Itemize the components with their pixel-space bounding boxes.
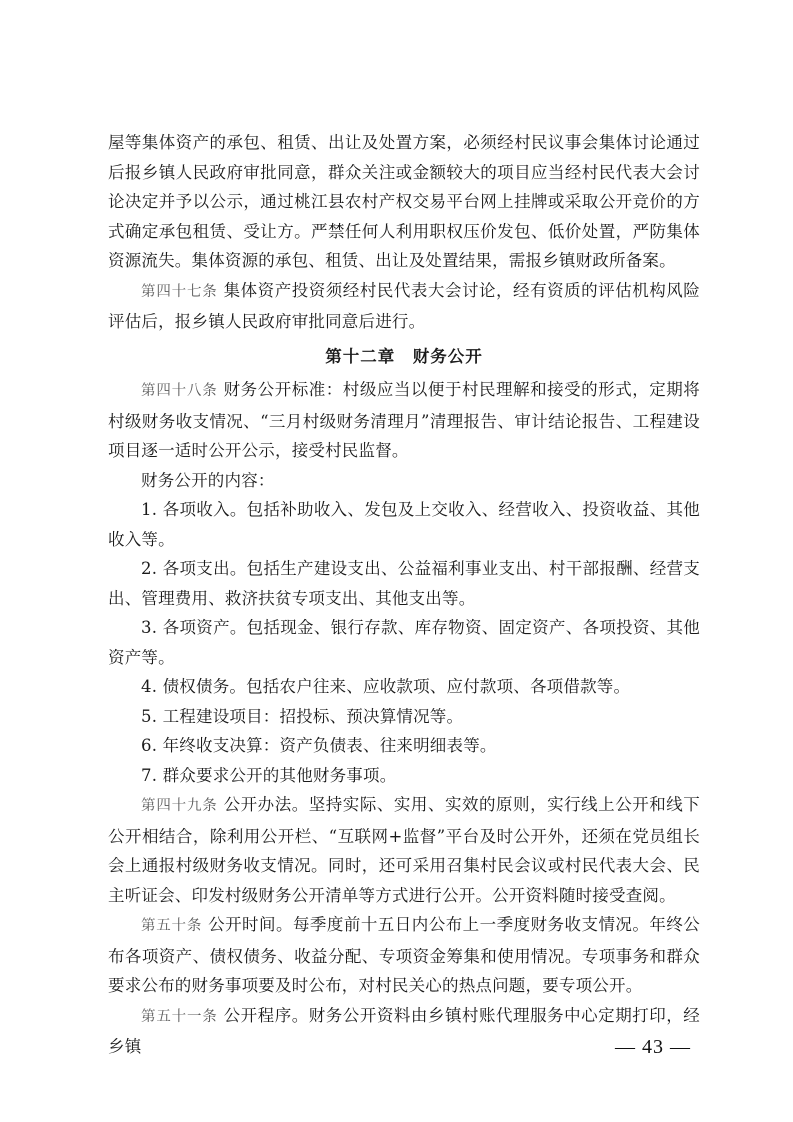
article-48 <box>108 375 700 466</box>
article-51 <box>108 1001 700 1062</box>
article-text: 公开时间。每季度前十五日内公布上一季度财务收支情况。年终公布各项资产、债权债务、收益分配、专项资金筹集和使用情况。专项事务和群众要求公布的财务事项要及时公布，对村民关心的热点问题，要专项公开。 <box>108 915 700 995</box>
article-text: 公开办法。坚持实际、实用、实效的原则，实行线上公开和线下公开相结合，除利用公开栏、“互联网+监督”平台及时公开外，还须在党员组长会上通报村级财务收支情况。同时，还可采用召集村民会议或村民代表大会、民主听证会、印发村级财务公开清单等方式进行公开。公开资料随时接受查阅。 <box>108 795 700 905</box>
list-item: 7. 群众要求公开的其他财务事项。 <box>141 765 397 785</box>
paragraph-continuation <box>108 128 700 276</box>
list-item: 5. 工程建设项目：招投标、预决算情况等。 <box>141 706 464 726</box>
article-label: 第四十八条 <box>141 383 218 399</box>
content-intro: 财务公开的内容： <box>141 470 275 490</box>
article-label: 第四十九条 <box>141 798 218 814</box>
article-label: 第四十七条 <box>141 283 218 300</box>
article-50 <box>108 910 700 1001</box>
list-item: 3. 各项资产。包括现金、银行存款、库存物资、固定资产、各项投资、其他资产等。 <box>108 618 700 667</box>
article-text: 集体资产投资须经村民代表大会讨论，经有资质的评估机构风险评估后，报乡镇人民政府审批同意后进行。 <box>108 280 700 331</box>
document-body <box>108 128 700 1062</box>
article-label: 第五十一条 <box>141 1008 218 1025</box>
list-item: 1. 各项收入。包括补助收入、发包及上交收入、经营收入、投资收益、其他收入等。 <box>108 500 700 549</box>
list-item: 6. 年终收支决算：资产负债表、往来明细表等。 <box>141 736 497 755</box>
article-49 <box>108 790 700 910</box>
list-item: 2. 各项支出。包括生产建设支出、公益福利事业支出、村干部报酬、经营支出、管理费用、救济扶贫专项支出、其他支出等。 <box>108 559 700 608</box>
paragraph-text: 屋等集体资产的承包、租赁、出让及处置方案，必须经村民议事会集体讨论通过后报乡镇人民政府审批同意，群众关注或金额较大的项目应当经村民代表大会讨论决定并予以公示，通过桃江县农村产权交易平台网上挂牌或采取公开竞价的方式确定承包租赁、受让方。严禁任何人利用职权压价发包、低价处置，严防集体资源流失。集体资源的承包、租赁、出让及处置结果，需报乡镇财政所备案。 <box>108 133 700 270</box>
chapter-heading: 第十二章 财务公开 <box>325 346 483 366</box>
list-item: 4. 债权债务。包括农户往来、应收款项、应付款项、各项借款等。 <box>141 677 631 696</box>
article-text: 公开程序。财务公开资料由乡镇村账代理服务中心定期打印，经乡镇 <box>108 1005 700 1056</box>
article-text: 财务公开标准：村级应当以便于村民理解和接受的形式，定期将村级财务收支情况、“三月村级财务清理月”清理报告、审计结论报告、工程建设项目逐一适时公开公示，接受村民监督。 <box>108 380 700 460</box>
page-number: — 43 — <box>615 1036 691 1058</box>
article-label: 第五十条 <box>141 918 203 934</box>
article-47 <box>108 276 700 337</box>
